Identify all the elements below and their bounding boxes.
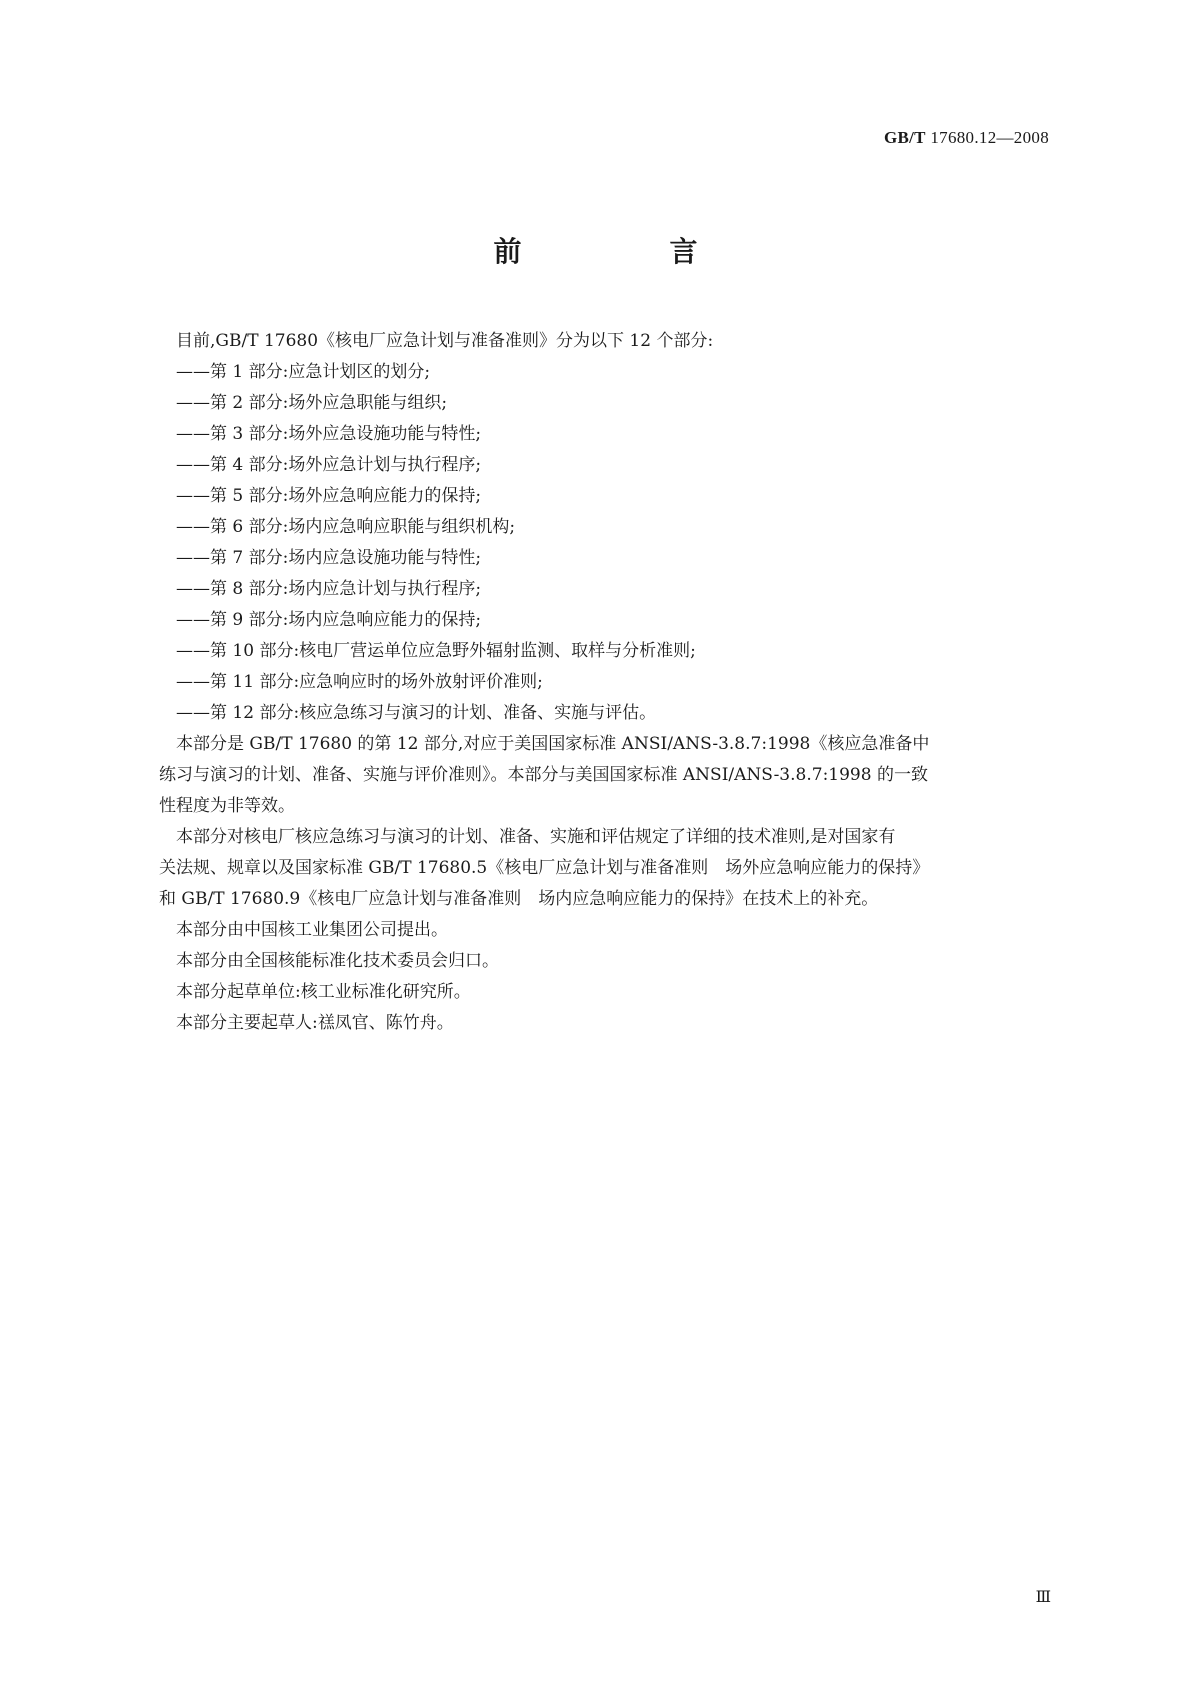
list-item: ——第 5 部分:场外应急响应能力的保持; — [176, 486, 482, 506]
list-item: ——第 2 部分:场外应急职能与组织; — [176, 393, 448, 413]
foreword-body — [159, 326, 1059, 1039]
list-item: ——第 9 部分:场内应急响应能力的保持; — [176, 610, 482, 630]
page-number: Ⅲ — [1035, 1589, 1051, 1606]
list-item: ——第 8 部分:场内应急计划与执行程序; — [176, 579, 482, 599]
list-item: ——第 11 部分:应急响应时的场外放射评价准则; — [176, 672, 543, 692]
list-item: ——第 12 部分:核应急练习与演习的计划、准备、实施与评估。 — [176, 703, 657, 723]
list-item: ——第 6 部分:场内应急响应职能与组织机构; — [176, 517, 516, 537]
list-item: ——第 7 部分:场内应急设施功能与特性; — [176, 548, 482, 568]
paragraph-line: 性程度为非等效。 — [159, 796, 295, 816]
drafters-paragraph: 本部分主要起草人:禚凤官、陈竹舟。 — [176, 1013, 454, 1033]
intro-paragraph: 目前,GB/T 17680《核电厂应急计划与准备准则》分为以下 12 个部分: — [176, 331, 714, 351]
standard-code — [884, 128, 1049, 148]
correspondence-paragraph — [159, 729, 1059, 822]
page-title: 前 言 — [493, 235, 758, 268]
drafting-unit-paragraph: 本部分起草单位:核工业标准化研究所。 — [176, 982, 471, 1002]
paragraph-line: 关法规、规章以及国家标准 GB/T 17680.5《核电厂应急计划与准备准则 场外应急响应能力的保持》 — [159, 858, 930, 878]
list-item: ——第 1 部分:应急计划区的划分; — [176, 362, 431, 382]
paragraph-line: 和 GB/T 17680.9《核电厂应急计划与准备准则 场内应急响应能力的保持》在技术上的补充。 — [159, 889, 879, 909]
parts-list — [176, 357, 1059, 729]
list-item: ——第 4 部分:场外应急计划与执行程序; — [176, 455, 482, 475]
paragraph-line: 本部分对核电厂核应急练习与演习的计划、准备、实施和评估规定了详细的技术准则,是对国家有 — [176, 827, 896, 847]
standard-code-number: 17680.12—2008 — [930, 128, 1049, 147]
paragraph-line: 本部分是 GB/T 17680 的第 12 部分,对应于美国国家标准 ANSI/ANS-3.8.7:1998《核应急准备中 — [176, 734, 930, 754]
paragraph-line: 练习与演习的计划、准备、实施与评价准则》。本部分与美国国家标准 ANSI/ANS-3.8.7:1998 的一致 — [159, 765, 928, 785]
standard-code-prefix: GB/T — [883, 128, 926, 147]
scope-paragraph — [159, 822, 1059, 915]
list-item: ——第 3 部分:场外应急设施功能与特性; — [176, 424, 482, 444]
committee-paragraph: 本部分由全国核能标准化技术委员会归口。 — [176, 951, 499, 971]
proposer-paragraph: 本部分由中国核工业集团公司提出。 — [176, 920, 448, 940]
list-item: ——第 10 部分:核电厂营运单位应急野外辐射监测、取样与分析准则; — [176, 641, 696, 661]
